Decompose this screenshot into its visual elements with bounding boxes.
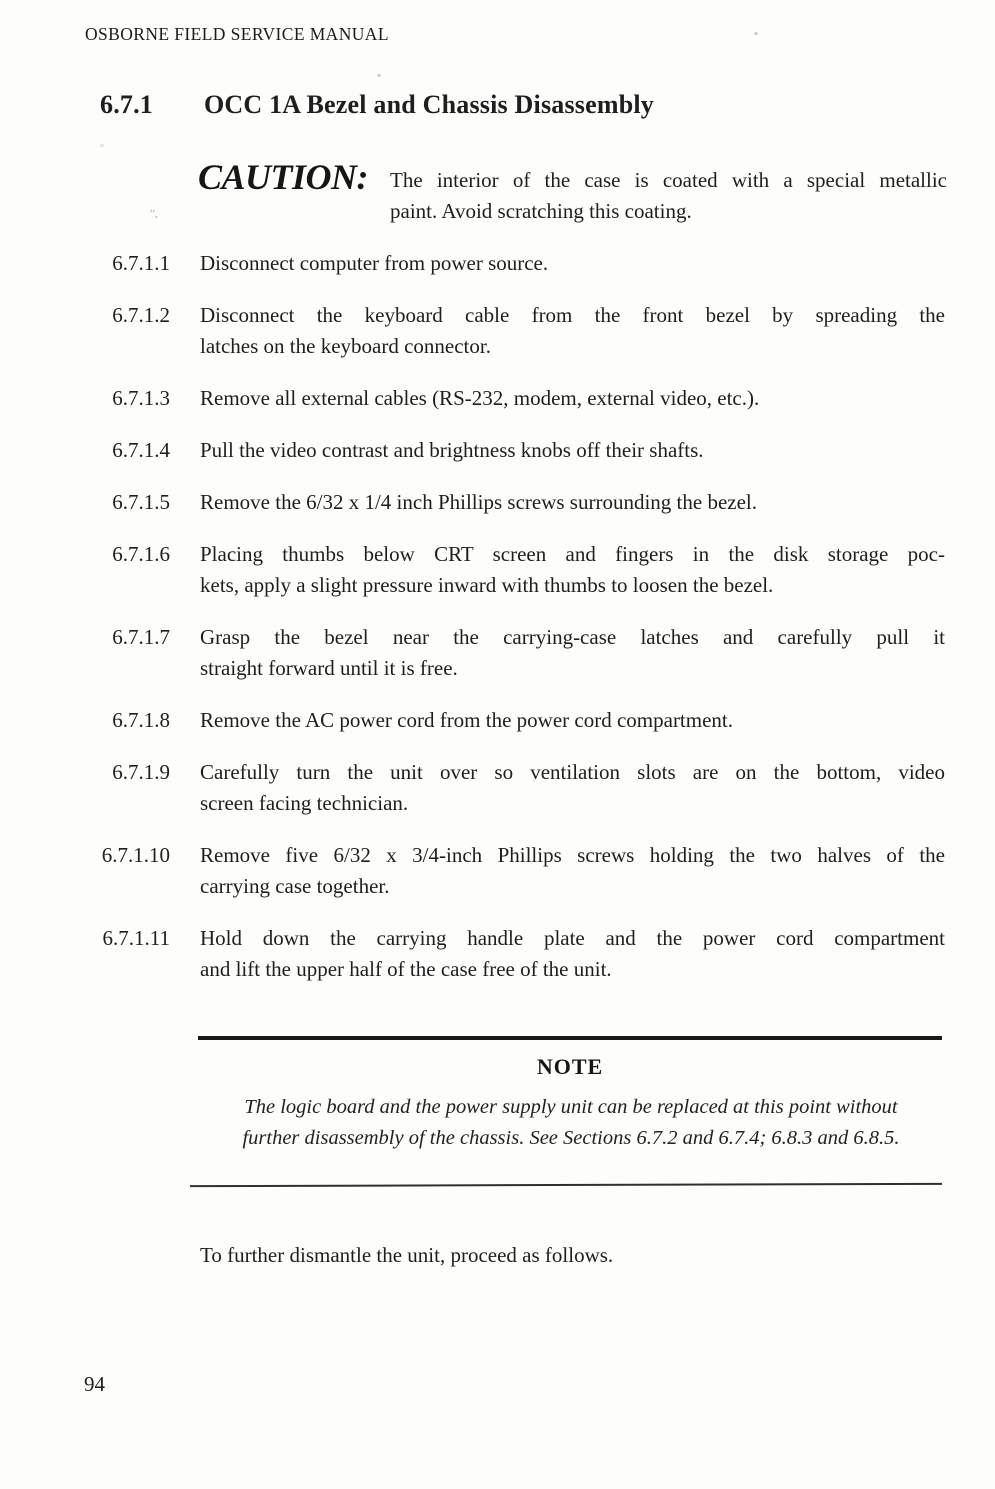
scan-speck xyxy=(377,74,381,77)
note-line: further disassembly of the chassis. See Sections 6.7.2 and 6.7.4; 6.8.3 and 6.8.5. xyxy=(242,1127,900,1149)
step-line: and lift the upper half of the case free of the unit. xyxy=(200,957,612,981)
section-heading xyxy=(0,90,995,124)
step-text xyxy=(200,487,945,518)
step-line: straight forward until it is free. xyxy=(200,656,458,680)
step-row xyxy=(0,840,995,902)
caution-text xyxy=(390,165,947,227)
section-number: 6.7.1 xyxy=(100,90,153,119)
step-line: carrying case together. xyxy=(200,874,390,898)
page-number: 94 xyxy=(84,1372,105,1396)
note-text xyxy=(206,1092,936,1154)
note-bottom-rule xyxy=(190,1183,942,1187)
step-number: 6.7.1.7 xyxy=(112,625,170,649)
step-text xyxy=(200,622,945,684)
step-text xyxy=(200,539,945,601)
step-line: Grasp the bezel near the carrying-case latches and carefully pull it xyxy=(200,625,945,649)
step-row xyxy=(0,539,995,601)
step-text xyxy=(200,300,945,362)
step-line: Hold down the carrying handle plate and the power cord compartment xyxy=(200,926,945,950)
step-number: 6.7.1.10 xyxy=(101,843,170,867)
section-title: OCC 1A Bezel and Chassis Disassembly xyxy=(204,90,654,119)
step-line: Remove the 6/32 x 1/4 inch Phillips screws surrounding the bezel. xyxy=(200,490,757,514)
step-row xyxy=(0,622,995,684)
running-header: OSBORNE FIELD SERVICE MANUAL xyxy=(85,24,389,44)
step-number: 6.7.1.11 xyxy=(102,926,170,950)
step-number: 6.7.1.8 xyxy=(112,708,170,732)
scan-speck: ”, xyxy=(150,208,158,220)
step-number: 6.7.1.3 xyxy=(112,386,170,410)
note-title: NOTE xyxy=(536,1054,604,1079)
step-line: Disconnect computer from power source. xyxy=(200,251,549,275)
step-line: Pull the video contrast and brightness knobs off their shafts. xyxy=(200,438,704,462)
step-text xyxy=(200,383,945,414)
step-line: Carefully turn the unit over so ventilation slots are on the bottom, video xyxy=(200,760,945,784)
step-line: kets, apply a slight pressure inward with thumbs to loosen the bezel. xyxy=(200,573,774,597)
step-number: 6.7.1.5 xyxy=(112,490,170,514)
step-text xyxy=(200,923,945,985)
step-number: 6.7.1.4 xyxy=(112,438,170,462)
step-line: Remove the AC power cord from the power cord compartment. xyxy=(200,708,734,732)
step-number: 6.7.1.9 xyxy=(112,760,170,784)
step-row xyxy=(0,487,995,518)
step-number: 6.7.1.1 xyxy=(112,251,170,275)
caution-label: CAUTION: xyxy=(198,157,369,197)
step-row xyxy=(0,383,995,414)
step-text xyxy=(200,435,945,466)
step-number: 6.7.1.6 xyxy=(112,542,170,566)
step-row xyxy=(0,757,995,819)
step-text xyxy=(200,248,945,279)
step-line: screen facing technician. xyxy=(200,791,409,815)
step-number: 6.7.1.2 xyxy=(112,303,170,327)
scan-speck xyxy=(754,32,758,35)
step-line: latches on the keyboard connector. xyxy=(200,334,491,358)
step-row xyxy=(0,705,995,736)
step-text xyxy=(200,705,945,736)
step-row xyxy=(0,923,995,985)
step-line: Placing thumbs below CRT screen and fingers in the disk storage poc- xyxy=(200,542,945,566)
step-row xyxy=(0,435,995,466)
step-line: Remove five 6/32 x 3/4-inch Phillips screws holding the two halves of the xyxy=(200,843,945,867)
step-row xyxy=(0,300,995,362)
scan-speck xyxy=(100,144,104,147)
caution-line: The interior of the case is coated with a special metallic xyxy=(390,168,947,192)
step-row xyxy=(0,248,995,279)
step-text xyxy=(200,840,945,902)
steps-list xyxy=(0,248,995,1006)
step-text xyxy=(200,757,945,819)
note-line: The logic board and the power supply unit can be replaced at this point without xyxy=(244,1096,898,1118)
step-line: Disconnect the keyboard cable from the front bezel by spreading the xyxy=(200,303,945,327)
step-line: Remove all external cables (RS-232, modem, external video, etc.). xyxy=(200,386,760,410)
caution-line: paint. Avoid scratching this coating. xyxy=(390,199,692,223)
closing-line: To further dismantle the unit, proceed as follows. xyxy=(200,1243,614,1267)
note-top-rule xyxy=(198,1036,942,1040)
